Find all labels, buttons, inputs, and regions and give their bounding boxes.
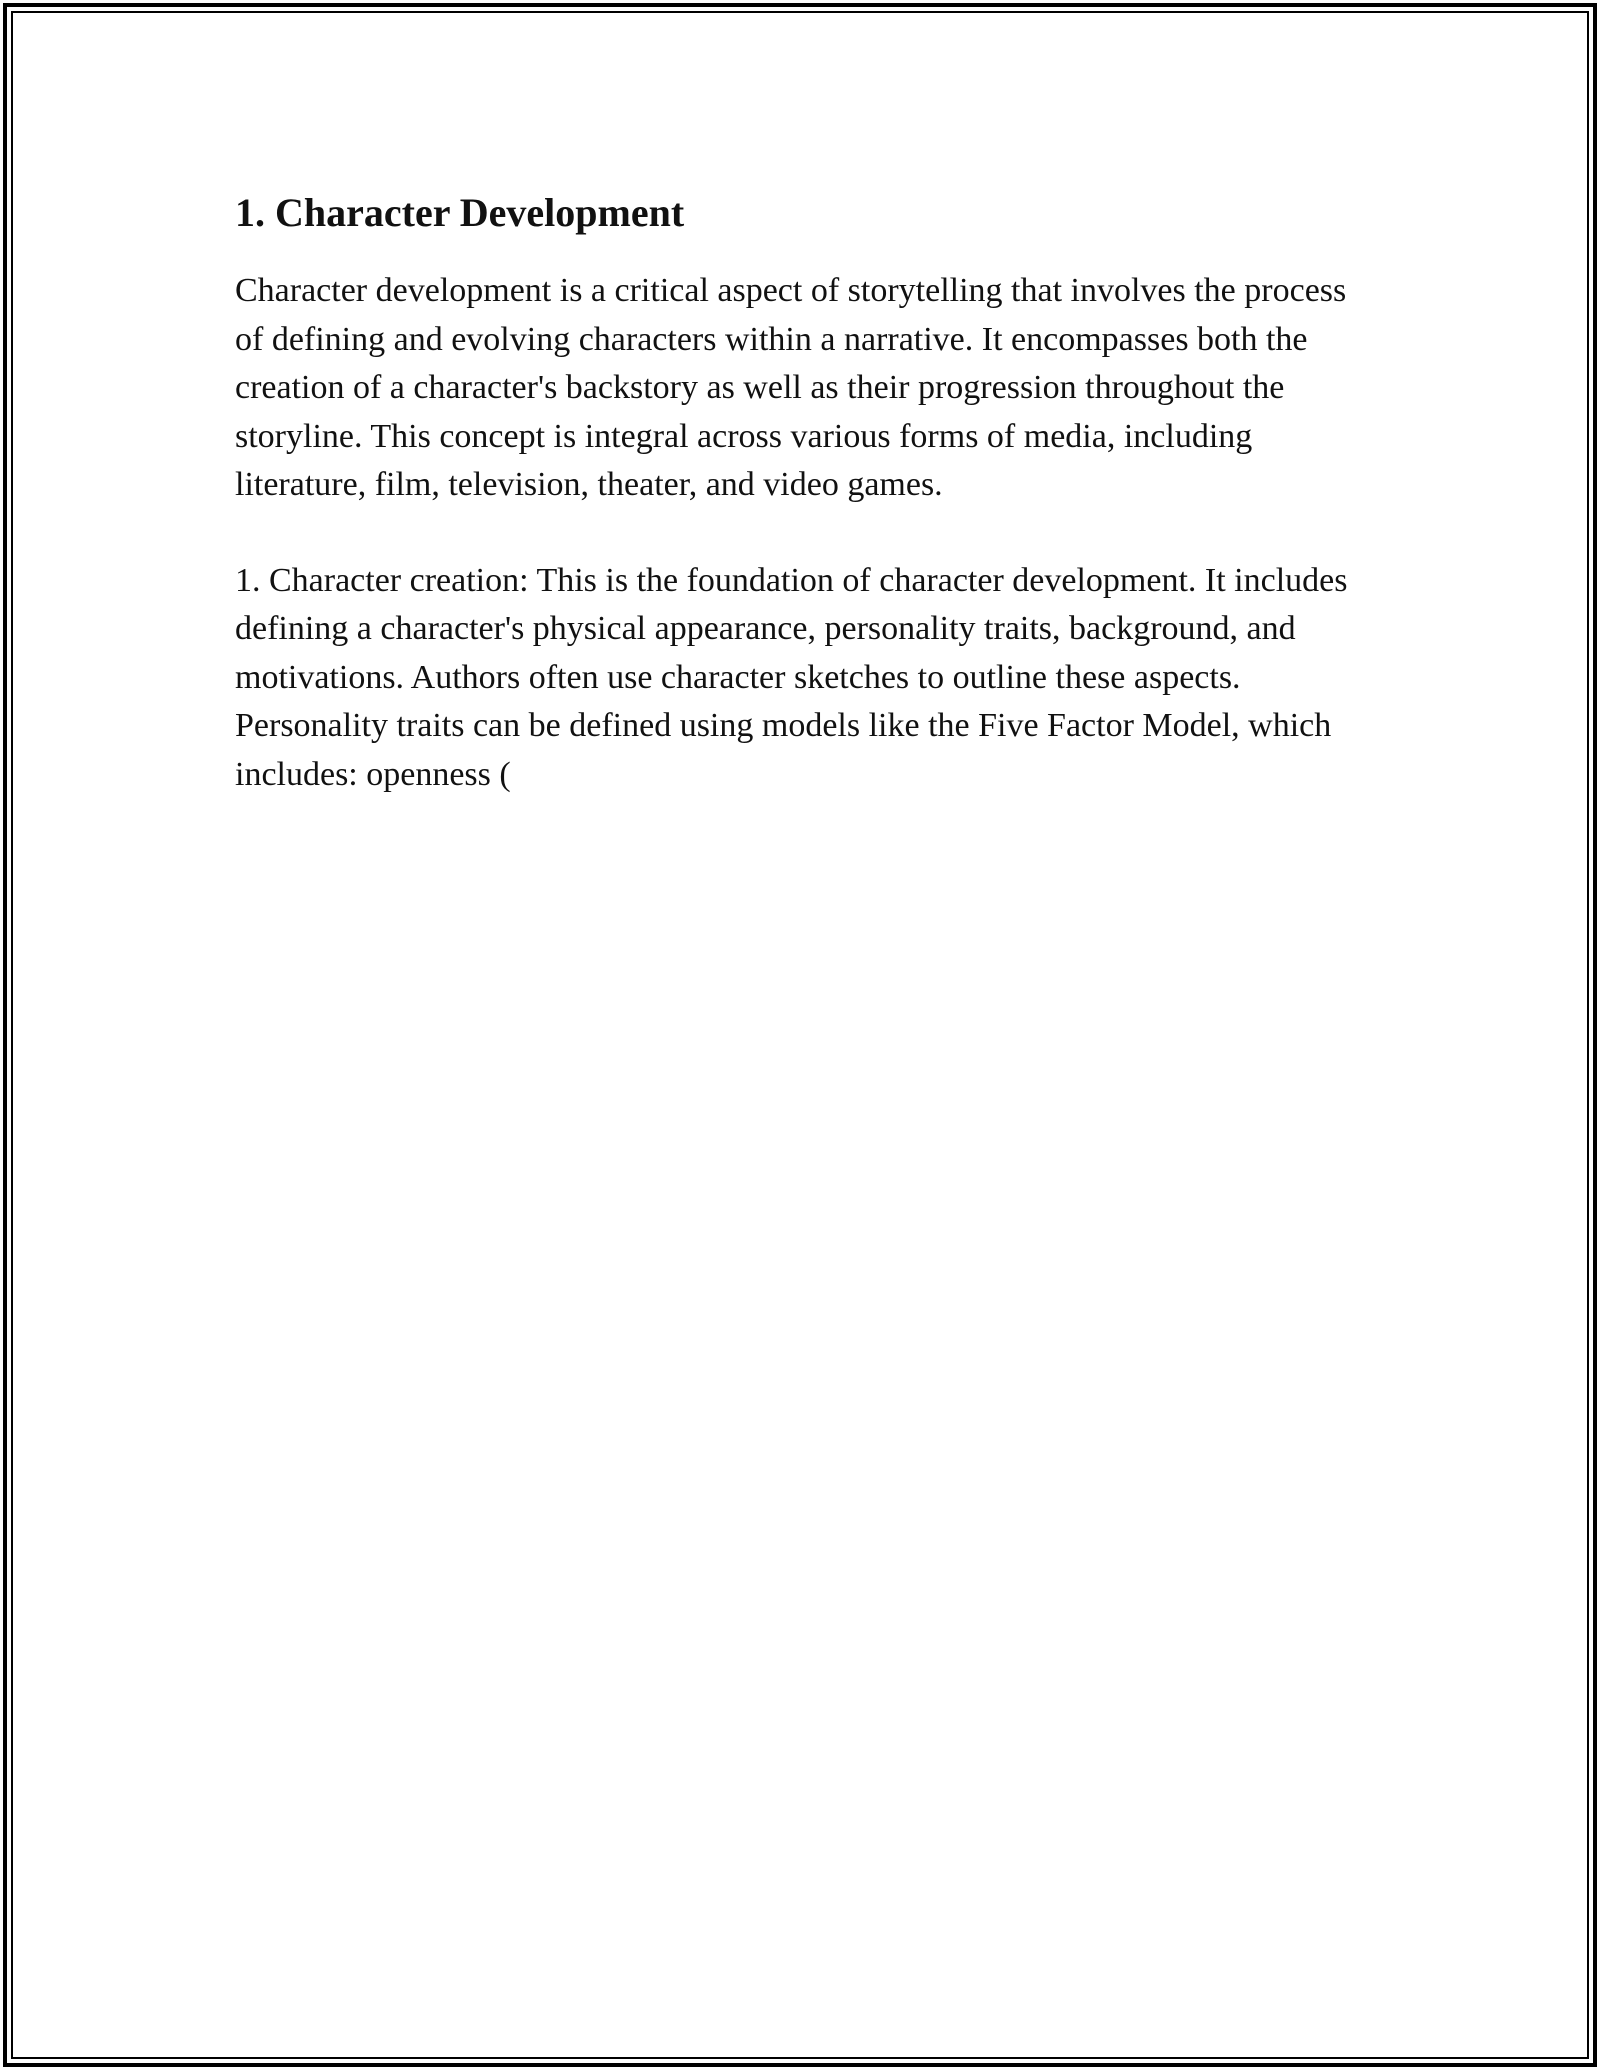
intro-paragraph: Character development is a critical aspect of storytelling that involves the process of defining and evolving characters within a narrative. It encompasses both the creation of a character's backstory as well as their progression throughout the storyline. This concept is integral across various forms of media, including literature, film, television, theater, and video games. bbox=[235, 272, 1347, 503]
character-creation-paragraph: 1. Character creation: This is the foundation of character development. It includes defining a character's physical appearance, personality traits, background, and motivations. Authors often use character sketches to outline these aspects. Personality traits can be defined using models like the Five Factor Model, which includes: openness ( bbox=[235, 561, 1348, 793]
document-body bbox=[235, 185, 1375, 846]
section-heading: 1. Character Development bbox=[235, 190, 685, 235]
